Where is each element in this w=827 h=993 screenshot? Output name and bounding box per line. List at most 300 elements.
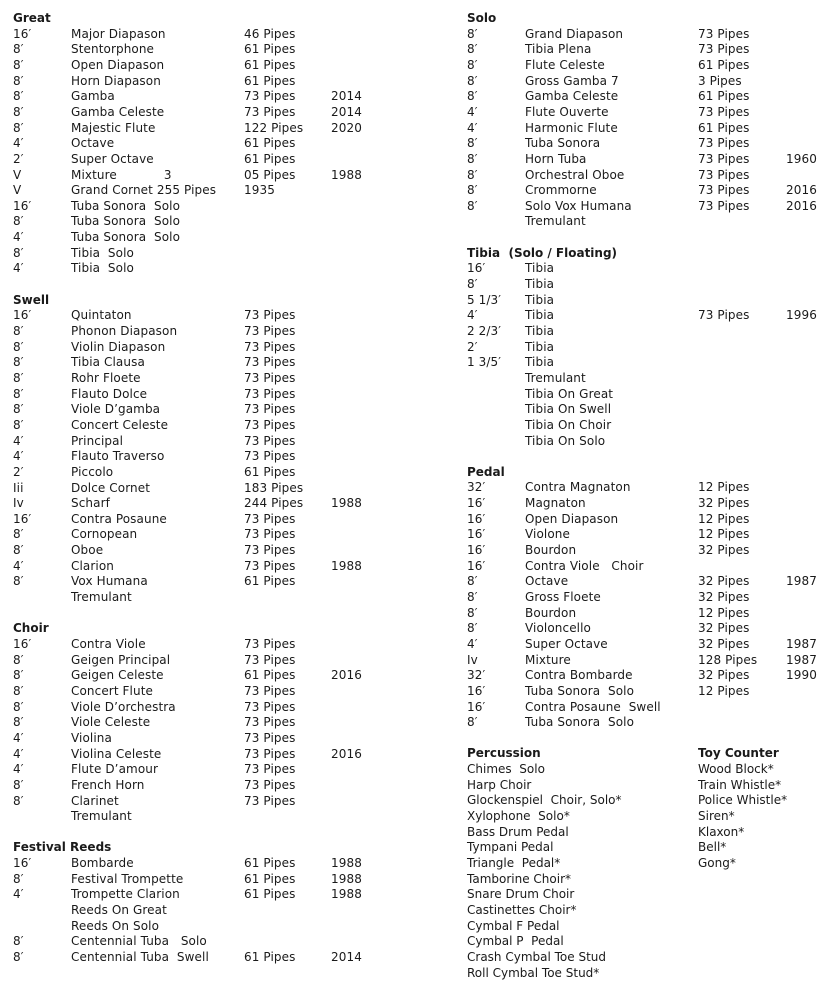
stop-name: Majestic Flute [71,120,156,135]
stop-row [467,324,827,340]
stop-name: Tibia Solo [71,261,134,276]
stop-pitch: 4′ [13,558,24,573]
stop-name: Festival Trompette [71,871,184,886]
stop-name: Horn Tuba [525,151,587,166]
stop-pitch: 8′ [467,89,478,104]
stop-row [13,903,413,919]
stop-pitch: 8′ [13,527,24,542]
stop-pipes: 73 Pipes [698,167,750,182]
stop-name: Centennial Tuba Swell [71,949,209,964]
stop-name: Dolce Cornet [71,480,151,495]
stop-row [467,42,827,58]
stop-row [467,621,827,637]
stop-name: Mixture [525,652,571,667]
stop-row [13,199,413,215]
stop-name: Violone [525,527,570,542]
stop-pitch: 16′ [13,636,32,651]
stop-pitch: 32′ [467,480,486,495]
stop-pipes: 61 Pipes [244,574,296,589]
stop-pipes: 73 Pipes [698,198,750,213]
stop-row [13,653,413,669]
list-item: Roll Cymbal Toe Stud* [467,965,600,980]
stop-pipes: 61 Pipes [244,42,296,57]
stop-row [13,559,413,575]
stop-name: Gross Floete [525,589,601,604]
stop-pitch: 4′ [467,104,478,119]
stop-year: 2016 [331,746,362,761]
stop-name: Tuba Sonora Solo [71,230,181,245]
stop-pitch: 4′ [467,120,478,135]
stop-name: Flute Celeste [525,57,605,72]
stop-row [467,434,827,450]
stop-name: Oboe [71,543,104,558]
stop-pitch: 8′ [13,417,24,432]
section-heading: Swell [13,292,50,307]
section-pedal [467,465,827,731]
stop-pipes: 32 Pipes [698,574,750,589]
stop-row [13,449,413,465]
stop-pitch: 4′ [13,433,24,448]
stop-pitch: V [13,183,22,198]
stop-row [13,856,413,872]
stop-row [467,684,827,700]
section-tibia-solo-floating [467,246,827,449]
stop-name: Harmonic Flute [525,120,618,135]
stop-name: Contra Viole [71,636,146,651]
stop-year: 1987 [786,652,817,667]
stop-name: Contra Magnaton [525,480,631,495]
stop-row [13,105,413,121]
stop-pitch: 8′ [467,26,478,41]
stop-pipes: 73 Pipes [244,636,296,651]
stop-pipes: 73 Pipes [244,699,296,714]
left-column [13,11,413,981]
section-heading: Solo [467,11,497,25]
stop-pitch: 8′ [13,104,24,119]
stop-name: Gamba [71,89,115,104]
stop-row [467,527,827,543]
stop-name: Piccolo [71,464,114,479]
stop-pipes: 73 Pipes [244,449,296,464]
section-solo [467,11,827,230]
stop-name: Tibia Clausa [71,355,145,370]
stop-pipes: 61 Pipes [244,464,296,479]
stop-name: Vox Humana [71,574,148,589]
stop-name: Grand Diapason [525,26,624,41]
stop-year: 1987 [786,574,817,589]
stop-name: Tibia On Solo [525,433,606,448]
stop-pipes: 73 Pipes [244,683,296,698]
stop-row [13,747,413,763]
stop-name: Viole Celeste [71,715,151,730]
stop-name: Tibia Plena [525,42,592,57]
stop-row [13,496,413,512]
stop-name: Magnaton [525,496,586,511]
stop-pipes: 73 Pipes [244,339,296,354]
stop-row [13,465,413,481]
stop-pitch: 8′ [467,715,478,730]
stop-pitch: 4′ [467,308,478,323]
stop-row [13,74,413,90]
stop-pitch: 8′ [467,621,478,636]
stop-name: Contra Bombarde [525,668,633,683]
stop-row [13,934,413,950]
stop-pitch: 16′ [13,308,32,323]
stop-row [467,308,827,324]
stop-pitch: 8′ [13,668,24,683]
stop-name: Tremulant [71,590,132,605]
stop-pipes: 73 Pipes [244,402,296,417]
stop-name: Tibia [525,261,555,276]
stop-year: 2020 [331,120,362,135]
stop-row [13,387,413,403]
stop-pitch: 8′ [467,276,478,291]
stop-pitch: 16′ [467,496,486,511]
stop-row [467,89,827,105]
stop-row [13,42,413,58]
stop-pipes: 244 Pipes [244,496,304,511]
stop-pitch: 8′ [13,777,24,792]
stop-name: Cornopean [71,527,138,542]
stop-name: Tibia [525,339,555,354]
stop-name: Contra Viole Choir [525,558,644,573]
stop-name: Flute Ouverte [525,104,609,119]
stop-row [467,121,827,137]
stop-name: Tibia [525,308,555,323]
stop-pipes: 73 Pipes [698,183,750,198]
stop-name: Violina Celeste [71,746,162,761]
stop-pitch: 8′ [13,355,24,370]
stop-pipes: 1935 [244,183,275,198]
stop-name: Contra Posaune [71,511,167,526]
stop-pitch: 2′ [13,151,24,166]
stop-name: Tuba Sonora Solo [71,198,181,213]
stop-pitch: 4′ [13,887,24,902]
stop-pipes: 73 Pipes [244,104,296,119]
stop-row [467,340,827,356]
stop-name: Tibia [525,323,555,338]
stop-pipes: 73 Pipes [244,323,296,338]
stop-name: Bourdon [525,543,577,557]
stop-pitch: 2′ [467,339,478,354]
stop-row [467,387,827,403]
stop-name: Tibia Solo [71,245,134,260]
stop-row [467,480,827,496]
stop-year: 1987 [786,636,817,651]
stop-pitch: 8′ [13,57,24,72]
stop-pitch: 4′ [13,746,24,761]
stop-pitch: 4′ [13,449,24,464]
stop-name: Clarinet [71,793,119,808]
list-item: Tamborine Choir* [467,871,572,886]
stop-row [467,606,827,622]
stop-row [13,434,413,450]
stop-name: Viole D’orchestra [71,699,176,714]
stop-name: Grand Cornet 255 Pipes [71,183,217,198]
stop-year: 1990 [786,668,817,683]
stop-pitch: 16′ [13,511,32,526]
stop-name: Viole D’gamba [71,402,161,417]
stop-row [467,136,827,152]
stop-name: French Horn [71,777,145,792]
stop-row [467,402,827,418]
stop-name: Mixture 3 [71,167,172,182]
stop-pitch: 8′ [13,699,24,714]
stop-year: 1988 [331,871,362,886]
stop-year: 1988 [331,856,362,870]
stop-row [13,919,413,935]
stop-pipes: 73 Pipes [244,652,296,667]
list-item: Snare Drum Choir [467,887,575,902]
stop-pitch: 8′ [467,151,478,166]
stop-row [467,214,827,230]
stop-pitch: 8′ [467,183,478,198]
section-heading-toy-counter: Toy Counter [698,746,779,761]
stop-row [467,418,827,434]
stop-name: Major Diapason [71,26,166,41]
stop-pipes: 73 Pipes [698,104,750,119]
section-heading: Great [13,11,51,25]
stop-name: Geigen Celeste [71,668,164,683]
stop-pipes: 61 Pipes [698,120,750,135]
stop-row [13,684,413,700]
stop-pitch: 8′ [13,323,24,338]
stop-pipes: 12 Pipes [698,605,750,620]
list-item: Bell* [698,840,727,855]
stop-row [13,168,413,184]
stop-row [467,261,827,277]
stop-name: Tibia On Swell [525,402,612,417]
stop-name: Tibia [525,355,555,370]
list-item: Wood Block* [698,762,774,777]
stop-row [467,27,827,43]
stop-pitch: 8′ [467,73,478,88]
stop-pitch: Iv [13,496,24,511]
stop-pitch: 8′ [13,715,24,730]
stop-row [13,872,413,888]
stop-name: Contra Posaune Swell [525,699,661,714]
list-item: Siren* [698,809,735,824]
stop-row [13,590,413,606]
stop-row [467,700,827,716]
stop-name: Tuba Sonora Solo [71,214,181,229]
stop-year: 1996 [786,308,817,323]
stop-name: Flauto Traverso [71,449,165,464]
stop-pitch: 2 2/3′ [467,323,502,338]
stop-pipes: 128 Pipes [698,652,758,667]
stop-row [467,58,827,74]
stop-pipes: 73 Pipes [698,42,750,57]
stop-year: 2016 [331,668,362,683]
section-heading-percussion: Percussion [467,746,541,761]
stop-row [13,731,413,747]
stop-row [13,887,413,903]
list-item: Klaxon* [698,824,745,839]
stop-pitch: 16′ [467,699,486,714]
stop-row [467,371,827,387]
stop-name: Reeds On Solo [71,918,160,933]
stop-row [13,527,413,543]
section-heading: Tibia (Solo / Floating) [467,245,618,260]
stop-row [467,637,827,653]
stop-pitch: 16′ [467,683,486,698]
stop-name: Flute D’amour [71,762,159,777]
stop-pitch: 8′ [13,949,24,964]
stop-row [13,574,413,590]
stop-row [13,402,413,418]
stop-name: Scharf [71,496,110,511]
stop-name: Principal [71,433,124,448]
list-item: Bass Drum Pedal [467,824,569,839]
stop-name: Tremulant [71,809,132,824]
stop-row [13,230,413,246]
stop-pitch: 16′ [467,558,486,573]
list-item: Train Whistle* [698,777,782,792]
stop-pitch: 8′ [467,605,478,620]
section-great [13,11,413,277]
stop-pipes: 73 Pipes [244,558,296,573]
stop-row [13,371,413,387]
stop-name: Tibia On Choir [525,417,612,432]
stop-name: Bombarde [71,856,134,870]
section-heading: Pedal [467,464,505,479]
stop-pitch: 8′ [13,683,24,698]
stop-pitch: 8′ [13,120,24,135]
stop-name: Super Octave [71,151,154,166]
stop-pitch: 8′ [13,793,24,808]
stop-pipes: 73 Pipes [698,308,750,323]
stop-pipes: 73 Pipes [244,355,296,370]
stop-pitch: 32′ [467,668,486,683]
stop-row [467,105,827,121]
list-item: Harp Choir [467,777,532,792]
stop-name: Tremulant [525,214,586,229]
stop-row [13,778,413,794]
stop-pipes: 61 Pipes [244,151,296,166]
stop-row [13,355,413,371]
stop-row [13,809,413,825]
stop-pipes: 73 Pipes [244,386,296,401]
stop-row [467,543,827,559]
stop-row [13,668,413,684]
stop-name: Tuba Sonora Solo [525,683,635,698]
stop-name: Concert Celeste [71,417,169,432]
stop-pipes: 3 Pipes [698,73,742,88]
stop-name: Crommorne [525,183,597,198]
stop-row [13,121,413,137]
stop-pipes: 32 Pipes [698,621,750,636]
stop-name: Orchestral Oboe [525,167,625,182]
stop-row [13,512,413,528]
stop-row [13,637,413,653]
stop-name: Flauto Dolce [71,386,148,401]
stop-name: Tuba Sonora Solo [525,715,635,730]
stop-pipes: 73 Pipes [698,136,750,151]
stop-row [13,183,413,199]
stop-name: Open Diapason [525,511,619,526]
stop-pipes: 73 Pipes [244,793,296,808]
stop-row [13,543,413,559]
stop-pipes: 73 Pipes [244,730,296,745]
stop-pipes: 32 Pipes [698,543,750,557]
stop-pitch: 4′ [13,261,24,276]
stop-pitch: 8′ [467,574,478,589]
stop-pipes: 73 Pipes [244,511,296,526]
stop-name: Tibia [525,292,555,307]
stop-name: Gamba Celeste [71,104,165,119]
stop-name: Geigen Principal [71,652,171,667]
stop-pipes: 73 Pipes [698,26,750,41]
stop-pipes: 73 Pipes [244,746,296,761]
stop-row [13,340,413,356]
stop-row [467,355,827,371]
stop-year: 2014 [331,104,362,119]
stop-pipes: 73 Pipes [244,308,296,323]
stop-row [467,559,827,575]
stop-pitch: 8′ [13,402,24,417]
stop-pipes: 73 Pipes [244,762,296,777]
percussion-list [467,746,692,981]
stop-pitch: 4′ [13,136,24,151]
stop-pitch: 1 3/5′ [467,355,502,370]
stop-name: Super Octave [525,636,608,651]
stop-name: Reeds On Great [71,902,167,917]
stop-row [13,700,413,716]
section-choir [13,621,413,824]
stop-pipes: 61 Pipes [244,887,296,902]
stop-pitch: 8′ [13,42,24,57]
stop-pipes: 12 Pipes [698,683,750,698]
stop-pipes: 61 Pipes [698,57,750,72]
stop-pipes: 73 Pipes [244,433,296,448]
stop-pitch: 8′ [13,89,24,104]
stop-row [467,152,827,168]
stop-pitch: 8′ [13,574,24,589]
stop-year: 1960 [786,151,817,166]
stop-pipes: 61 Pipes [244,871,296,886]
stop-year: 1988 [331,558,362,573]
list-item: Cymbal F Pedal [467,918,560,933]
stop-pitch: 16′ [467,261,486,276]
stop-row [13,794,413,810]
stop-pitch: 8′ [467,167,478,182]
stop-pitch: 8′ [13,871,24,886]
stop-row [13,950,413,966]
stop-row [13,136,413,152]
stop-pipes: 61 Pipes [244,668,296,683]
stop-year: 1988 [331,887,362,902]
stop-row [13,762,413,778]
stop-pitch: 16′ [13,198,32,213]
stop-pipes: 61 Pipes [244,57,296,72]
stop-pitch: 4′ [467,636,478,651]
stop-pitch: 8′ [467,57,478,72]
stop-row [467,512,827,528]
stop-pipes: 32 Pipes [698,636,750,651]
stop-pipes: 73 Pipes [244,777,296,792]
stop-year: 2016 [786,198,817,213]
list-item: Triangle Pedal* [467,856,561,870]
section-festival-reeds [13,840,413,965]
stop-row [13,89,413,105]
stop-pipes: 61 Pipes [244,136,296,151]
stop-year: 1988 [331,167,362,182]
stop-pitch: 8′ [13,934,24,949]
list-item: Tympani Pedal [467,840,554,855]
stop-pitch: 4′ [13,762,24,777]
stop-row [467,653,827,669]
stop-pitch: 16′ [467,511,486,526]
